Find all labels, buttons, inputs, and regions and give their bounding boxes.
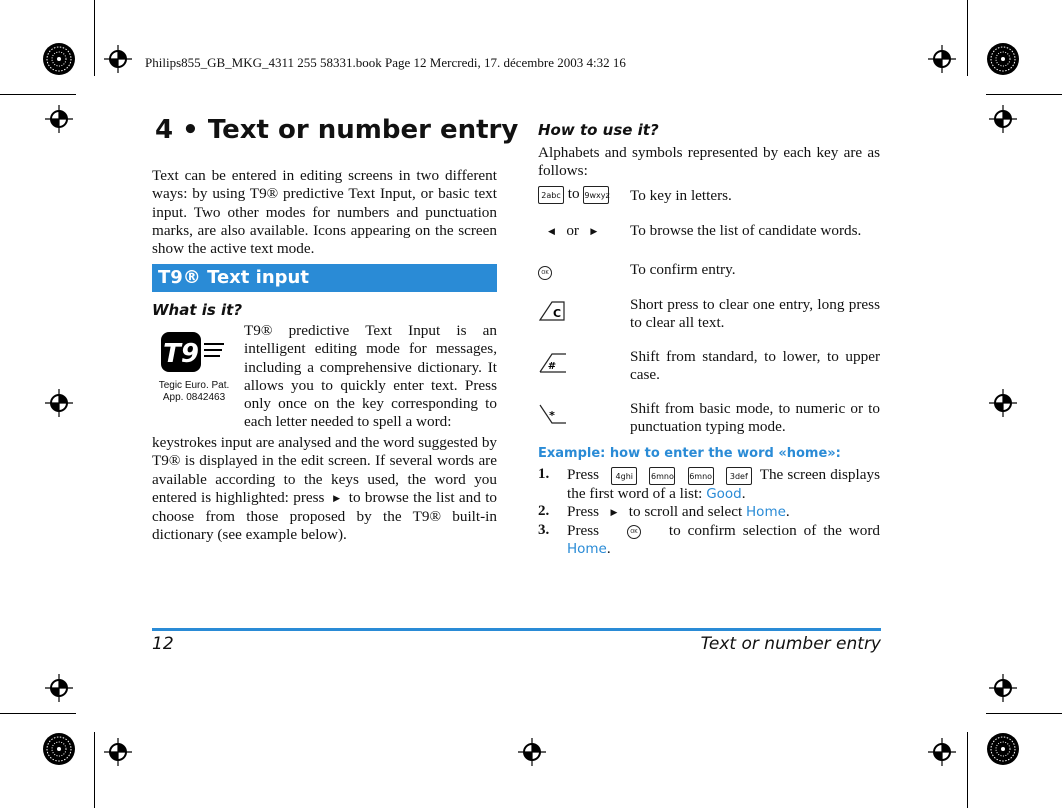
connector-or: or (566, 222, 579, 239)
logo-caption-line1: Tegic Euro. Pat. (158, 380, 230, 391)
print-header: Philips855_GB_MKG_4311 255 58331.book Page 12 Mercredi, 17. décembre 2003 4:32 16 (145, 55, 626, 70)
registration-mark-icon (104, 738, 132, 766)
row-desc-letters: To key in letters. (630, 187, 732, 204)
footer-rule (152, 628, 881, 631)
step-text: to confirm selection of the word (668, 522, 881, 539)
registration-mark-icon (45, 674, 73, 702)
starburst-mark-icon (42, 732, 76, 766)
how-heading: How to use it? (538, 121, 659, 139)
ok-key-icon: OK (538, 266, 552, 280)
crop-mark (0, 94, 76, 95)
registration-mark-icon (989, 105, 1017, 133)
crop-mark (0, 713, 76, 714)
intro-paragraph: Text can be entered in editing screens in two different ways: by using T9® predictive Text Input, or basic text input. Two other modes for numbers and punctuation marks, are also available. Icons appearing on the screen show the active text mode. (152, 167, 497, 258)
example-heading: Example: how to enter the word «home»: (538, 446, 841, 461)
step-text-end: . (785, 503, 790, 520)
step-number: 2. (538, 503, 550, 519)
key-2-icon: 2abc (538, 186, 564, 204)
hash-key-icon (538, 350, 568, 374)
t9-logo-icon (158, 328, 228, 376)
right-arrow-icon: ▶ (590, 226, 598, 237)
crop-mark (986, 94, 1062, 95)
what-body-part2-a: keystrokes input are analysed and the word suggested by T9® is displayed in the edit screen. If several words are available according to the keys used, the word you entered is highlighted: press (152, 434, 498, 506)
step-1 (567, 466, 880, 503)
registration-mark-icon (45, 389, 73, 417)
what-body-part1: T9® predictive Text Input is an intelligent editing mode for messages, including a comprehensive dictionary. It allows you to quickly enter text. Press only once on the key corresponding to each letter needed to spell a word: (244, 322, 497, 431)
star-key-label: * (549, 409, 555, 422)
highlight-word: Home (567, 541, 607, 558)
registration-mark-icon (45, 105, 73, 133)
star-key-icon (538, 401, 568, 425)
row-desc-ok: To confirm entry. (630, 261, 736, 278)
clear-key-label: C (552, 307, 562, 320)
row-desc-hash: Shift from standard, to lower, to upper case. (630, 348, 880, 384)
key-9-icon: 9wxyz (583, 186, 609, 204)
how-intro: Alphabets and symbols represented by each key are as follows: (538, 144, 880, 180)
key-row-letters (538, 185, 609, 204)
svg-text:T9: T9 (163, 339, 199, 369)
key-row-browse (548, 222, 597, 240)
step-press: Press (567, 503, 600, 520)
step-text-end: . (741, 484, 746, 502)
key-4-icon: 4ghi (611, 467, 637, 485)
starburst-mark-icon (42, 42, 76, 76)
connector-to: to (567, 185, 580, 202)
section-bar: T9® Text input (152, 264, 497, 292)
starburst-mark-icon (986, 732, 1020, 766)
registration-mark-icon (928, 738, 956, 766)
highlight-word: Home (746, 504, 786, 520)
row-desc-clear: Short press to clear one entry, long press to clear all text. (630, 296, 880, 332)
t9-logo (158, 328, 230, 404)
logo-caption-line2: App. 0842463 (162, 392, 226, 403)
registration-mark-icon (518, 738, 546, 766)
registration-mark-icon (928, 45, 956, 73)
what-heading: What is it? (152, 301, 243, 319)
page-number: 12 (152, 634, 174, 654)
step-text: to scroll and select (628, 503, 743, 520)
crop-mark (967, 732, 968, 808)
clear-key-icon (538, 298, 568, 322)
crop-mark (986, 713, 1062, 714)
step-press: Press (567, 522, 600, 539)
footer-section: Text or number entry (700, 634, 881, 654)
step-text-end: . (606, 540, 611, 558)
step-press: Press (567, 466, 600, 483)
right-arrow-icon: ▶ (610, 507, 618, 518)
crop-mark (967, 0, 968, 76)
step-2 (567, 503, 880, 522)
right-arrow-icon: ▶ (333, 493, 341, 504)
key-6-icon: 6mno (688, 467, 714, 485)
what-body-part2-b: to browse the list and to choose from those proposed by the T9® built-in dictionary (see example below). (152, 488, 498, 543)
highlight-word: Good (706, 485, 742, 502)
registration-mark-icon (989, 389, 1017, 417)
registration-mark-icon (989, 674, 1017, 702)
hash-key-label: # (547, 361, 557, 372)
crop-mark (94, 732, 95, 808)
step-number: 1. (538, 466, 550, 482)
registration-mark-icon (104, 45, 132, 73)
key-3-icon: 3def (726, 467, 752, 485)
step-number: 3. (538, 522, 550, 538)
ok-key-icon: OK (627, 525, 641, 539)
row-desc-browse: To browse the list of candidate words. (630, 222, 862, 239)
what-body-part2 (152, 434, 497, 544)
row-desc-star: Shift from basic mode, to numeric or to punctuation typing mode. (630, 400, 880, 436)
step-3 (567, 522, 880, 559)
starburst-mark-icon (986, 42, 1020, 76)
step-text: The screen displays the first word of a list: (567, 466, 880, 502)
left-arrow-icon: ◀ (548, 226, 555, 237)
key-6-icon: 6mno (649, 467, 675, 485)
key-row-ok (538, 262, 552, 281)
crop-mark (94, 0, 95, 76)
chapter-title: 4 • Text or number entry (155, 115, 519, 145)
